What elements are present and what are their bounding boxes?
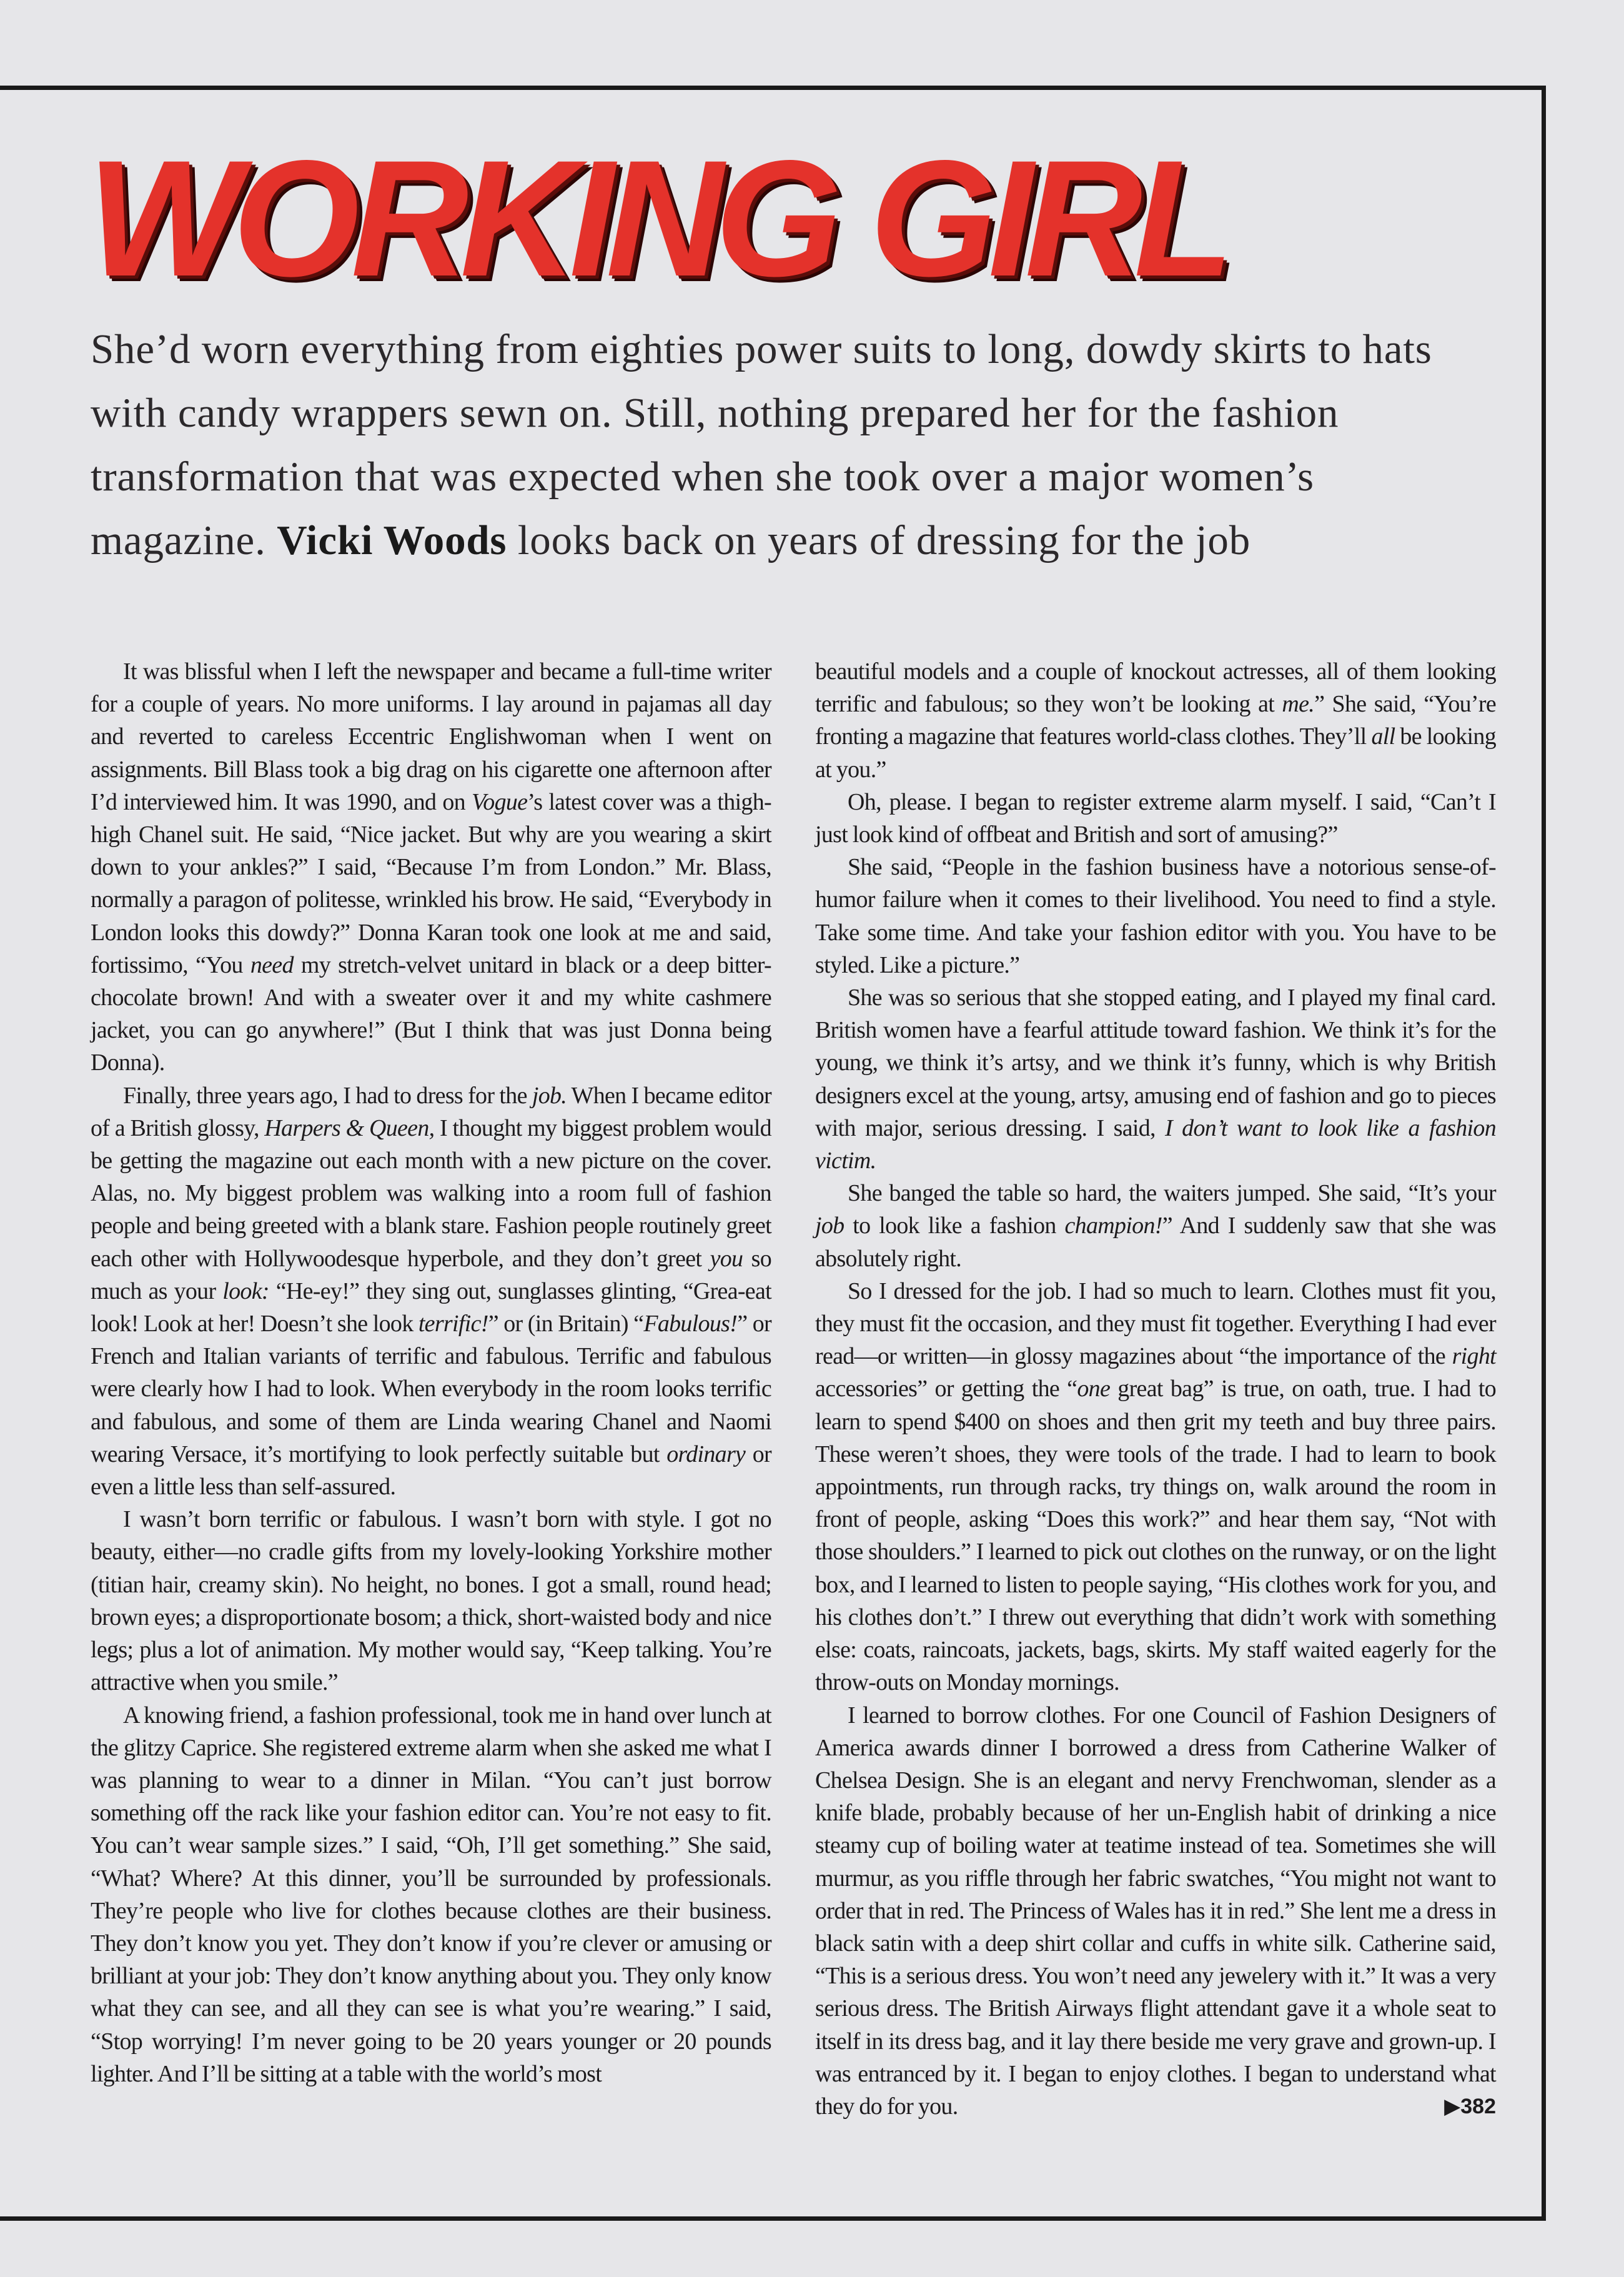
- article-paragraph: Finally, three years ago, I had to dress for the job. When I became editor of a British glossy, Harpers & Queen, I thought my biggest problem would be getting the magazine out each month with a new picture on the cover. Alas, no. My biggest problem was walking into a room full of fashion people and being greeted with a blank stare. Fashion people routinely greet each other with Hollywoodesque hyperbole, and they don’t greet you so much as your look: “He-ey!” they sing out, sunglasses glinting, “Grea-eat look! Look at her! Doesn’t she look terrific!” or (in Britain) “Fabulous!” or French and Italian variants of terrific and fabulous. Terrific and fabulous were clearly how I had to look. When everybody in the room looks terrific and fabulous, and some of them are Linda wearing Chanel and Naomi wearing Versace, it’s mortifying to look perfectly suitable but ordinary or even a little less than self-assured.: [91, 1082, 771, 1501]
- article-paragraph: She banged the table so hard, the waiters jumped. She said, “It’s your job to look like a fashion champion!” And I suddenly saw that she was absolutely right.: [815, 1180, 1497, 1272]
- headline: WORKING GIRL: [87, 126, 1225, 311]
- article-body: [91, 655, 1496, 2198]
- article-paragraph: beautiful models and a couple of knockout actresses, all of them looking terrific and fabulous; so they won’t be looking at me.” She said, “You’re fronting a magazine that features world-class clothes. They’ll all be looking at you.”: [815, 658, 1496, 783]
- article-paragraph: So I dressed for the job. I had so much to learn. Clothes must fit you, they must fit the occasion, and they must fit together. Everything I had ever read—or written—in glossy magazines about “the importance of the right accessories” or getting the “one great bag” is true, on oath, true. I had to learn to spend $400 on shoes and then grit my teeth and buy three pairs. These weren’t shoes, they were tools of the trade. I had to learn to book appointments, run through racks, try things on, walk around the room in front of people, asking “Does this work?” and hear them say, “Not with those shoulders.” I learned to pick out clothes on the runway, or on the light box, and I learned to listen to people saying, “His clothes work for you, and his clothes don’t.” I threw out everything that didn’t work with something else: coats, raincoats, jackets, bags, skirts. My staff waited eagerly for the throw-outs on Monday mornings.: [815, 1277, 1496, 1696]
- article-paragraph: I wasn’t born terrific or fabulous. I wasn’t born with style. I got no beauty, either—no cradle gifts from my lovely-looking Yorkshire mother (titian hair, creamy skin). No height, no bones. I got a small, round head; brown eyes; a disproportionate bosom; a thick, short-waisted body and nice legs; plus a lot of animation. My mother would say, “Keep talking. You’re attractive when you smile.”: [91, 1506, 771, 1696]
- article-paragraph: A knowing friend, a fashion professional, took me in hand over lunch at the glitzy Caprice. She registered extreme alarm when she asked me what I was planning to wear to a dinner in Milan. “You can’t just borrow something off the rack like your fashion editor can. You’re not easy to fit. You can’t wear sample sizes.” I said, “Oh, I’ll get something.” She said, “What? Where? At this dinner, you’ll be surrounded by professionals. They’re people who live for clothes because clothes are their business. They don’t know you yet. They don’t know if you’re clever or amusing or brilliant at your job: They don’t know anything about you. They only know what they can see, and all they can see is what you’re wearing.” I said, “Stop worrying! I’m never going to be 20 years younger or 20 pounds lighter. And I’ll be sitting at a table with the world’s most: [91, 1702, 771, 2087]
- dek-author: Vicki Woods: [277, 517, 507, 563]
- dek-lead: She’d worn everything from eighties power suits to long, dowdy skirts to hats with candy wrappers sewn on. Still, nothing prepared her for the fashion transformation that was expected when she took over a major women’s magazine.: [91, 326, 1432, 563]
- article-paragraph: She was so serious that she stopped eating, and I played my final card. British women have a fearful attitude toward fashion. We think it’s for the young, we think it’s artsy, and we think it’s funny, which is why British designers excel at the young, artsy, amusing end of fashion and go to pieces with major, serious dressing. I said, I don’t want to look like a fashion victim.: [815, 985, 1497, 1174]
- dek-tail: looks back on years of dressing for the job: [517, 517, 1251, 563]
- article-column-right: [815, 655, 1496, 2198]
- page-jump-marker: ▶382: [1444, 2094, 1496, 2118]
- article-paragraph: Oh, please. I began to register extreme alarm myself. I said, “Can’t I just look kind of offbeat and British and sort of amusing?”: [815, 788, 1496, 848]
- article-column-left: [91, 655, 771, 2198]
- article-paragraph: I learned to borrow clothes. For one Council of Fashion Designers of America awards dinner I borrowed a dress from Catherine Walker of Chelsea Design. She is an elegant and nervy Frenchwoman, slender as a knife blade, probably because of her un-English habit of drinking a nice steamy cup of boiling water at teatime instead of tea. Sometimes she will murmur, as you riffle through her fabric swatches, “You might not want to order that in red. The Princess of Wales has it in red.” She lent me a dress in black satin with a deep shirt collar and cuffs in white silk. Catherine said, “This is a serious dress. You won’t need any jewelery with it.” It was a very serious dress. The British Airways flight attendant gave it a whole seat to itself in its dress bag, and it lay there beside me very grave and grown-up. I was entranced by it. I began to enjoy clothes. I began to understand what they do for you. ▶382: [815, 1699, 1496, 2123]
- article-paragraph: It was blissful when I left the newspaper and became a full-time writer for a couple of years. No more uniforms. I lay around in pajamas all day and reverted to careless Eccentric Englishwoman when I went on assignments. Bill Blass took a big drag on his cigarette one afternoon after I’d interviewed him. It was 1990, and on Vogue’s latest cover was a thigh-high Chanel suit. He said, “Nice jacket. But why are you wearing a skirt down to your ankles?” I said, “Because I’m from London.” Mr. Blass, normally a paragon of politesse, wrinkled his brow. He said, “Everybody in London looks this dowdy?” Donna Karan took one look at me and said, fortissimo, “You need my stretch-velvet unitard in black or a deep bitter-chocolate brown! And with a sweater over it and my white cashmere jacket, you can go anywhere!” (But I think that was just Donna being Donna).: [91, 658, 771, 1076]
- dek: [91, 317, 1496, 572]
- article-paragraph: She said, “People in the fashion business have a notorious sense-of-humor failure when it comes to their livelihood. You need to find a style. Take some time. And take your fashion editor with you. You have to be styled. Like a picture.”: [815, 854, 1496, 978]
